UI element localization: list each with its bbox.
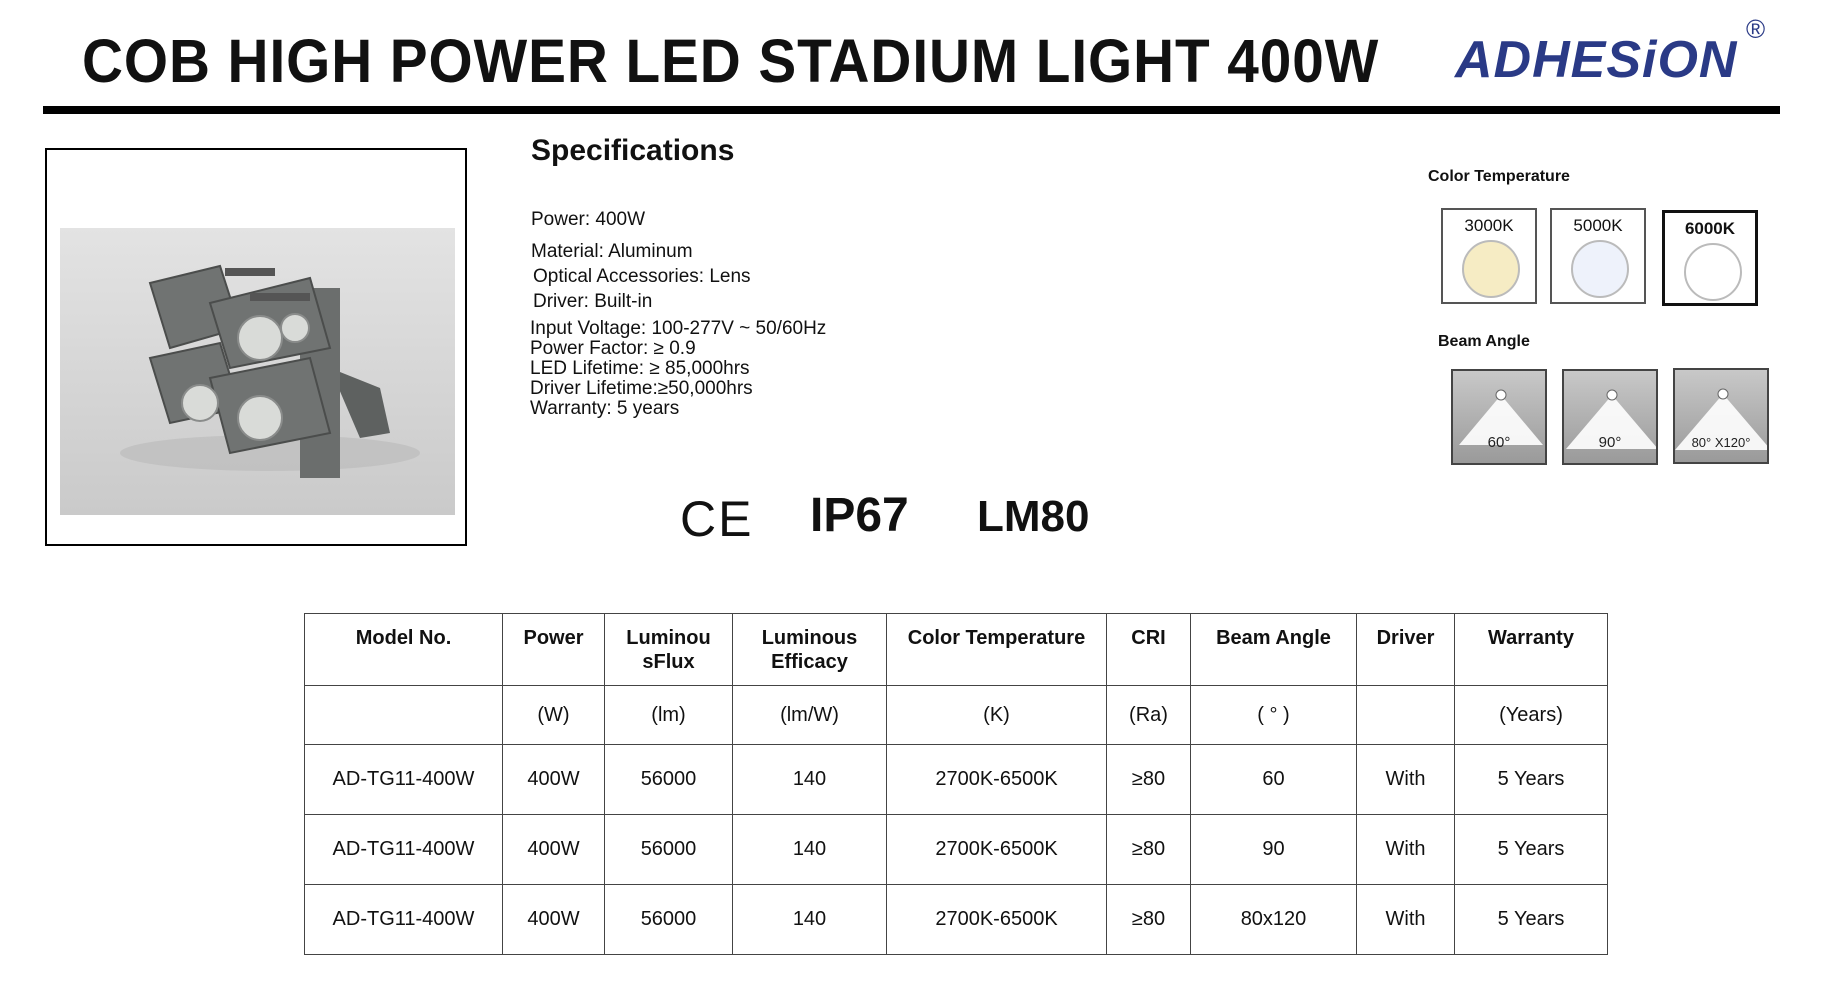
unit-cell: (K) [887,686,1107,745]
cell-model: AD-TG11-400W [305,815,503,885]
table-row [305,885,1608,955]
cell-efficacy: 140 [733,885,887,955]
spec-warranty: Warranty: 5 years [530,398,680,419]
unit-cell: (lm/W) [733,686,887,745]
specifications-heading: Specifications [531,134,735,167]
brand-logo: ADHESiON [1455,31,1738,89]
cell-model: AD-TG11-400W [305,745,503,815]
table-row [305,745,1608,815]
cell-beam-angle: 60 [1191,745,1357,815]
color-temp-option-selected[interactable] [1662,210,1758,306]
color-temp-label: 5000K [1573,216,1623,235]
spec-material: Material: Aluminum [531,241,693,262]
unit-cell [1357,686,1455,745]
cell-beam-angle: 90 [1191,815,1357,885]
header-cell: Color Temperature [887,614,1107,686]
cell-flux: 56000 [605,815,733,885]
cell-cri: ≥80 [1107,745,1191,815]
unit-cell: (lm) [605,686,733,745]
cell-power: 400W [503,885,605,955]
color-swatch-icon [1684,243,1742,301]
unit-cell [305,686,503,745]
product-photo [60,228,455,515]
cell-power: 400W [503,745,605,815]
spec-power-factor: Power Factor: ≥ 0.9 [530,338,696,359]
cell-driver: With [1357,745,1455,815]
spec-optical: Optical Accessories: Lens [533,266,751,287]
header-rule [43,106,1780,114]
cell-color-temp: 2700K-6500K [887,745,1107,815]
color-temp-option[interactable] [1441,208,1537,304]
cell-cri: ≥80 [1107,815,1191,885]
spec-input-voltage: Input Voltage: 100-277V ~ 50/60Hz [530,318,827,339]
beam-angle-option[interactable] [1673,368,1769,464]
cell-beam-angle: 80x120 [1191,885,1357,955]
cell-flux: 56000 [605,745,733,815]
cell-driver: With [1357,815,1455,885]
header-cell: Luminou sFlux [605,614,733,686]
beam-angle-label: 80° X120° [1691,435,1751,450]
unit-cell: ( ° ) [1191,686,1357,745]
lm80-mark: LM80 [977,492,1090,541]
beam-angle-option[interactable] [1451,369,1547,465]
cell-flux: 56000 [605,885,733,955]
header-cell: Driver [1357,614,1455,686]
beam-angle-label: 60° [1487,434,1511,451]
cell-warranty: 5 Years [1455,815,1608,885]
model-spec-table [304,613,1608,955]
spec-driver-lifetime: Driver Lifetime:≥50,000hrs [530,378,753,399]
color-temperature-heading: Color Temperature [1428,168,1570,185]
header-cell: Warranty [1455,614,1608,686]
header-cell: Luminous Efficacy [733,614,887,686]
spec-power: Power: 400W [531,209,646,230]
cell-color-temp: 2700K-6500K [887,885,1107,955]
beam-angle-option[interactable] [1562,369,1658,465]
cell-warranty: 5 Years [1455,885,1608,955]
header-cell: CRI [1107,614,1191,686]
header-cell: Model No. [305,614,503,686]
color-temp-label: 3000K [1464,216,1514,235]
unit-cell: (Years) [1455,686,1608,745]
cell-driver: With [1357,885,1455,955]
page-title: COB HIGH POWER LED STADIUM LIGHT 400W [82,27,1380,95]
unit-cell: (Ra) [1107,686,1191,745]
cell-power: 400W [503,815,605,885]
table-units-row [305,686,1608,745]
color-temp-label: 6000K [1684,219,1736,238]
cell-efficacy: 140 [733,815,887,885]
cell-warranty: 5 Years [1455,745,1608,815]
cell-cri: ≥80 [1107,885,1191,955]
spec-led-lifetime: LED Lifetime: ≥ 85,000hrs [530,358,750,379]
color-swatch-icon [1462,240,1520,298]
cell-model: AD-TG11-400W [305,885,503,955]
spec-driver: Driver: Built-in [533,291,653,312]
ip67-mark: IP67 [810,489,909,542]
beam-angle-label: 90° [1598,434,1622,451]
table-header-row [305,614,1608,686]
registered-mark: ® [1746,14,1766,44]
header-cell: Power [503,614,605,686]
cell-color-temp: 2700K-6500K [887,815,1107,885]
color-swatch-icon [1571,240,1629,298]
ce-mark: CE [680,491,754,547]
header-cell: Beam Angle [1191,614,1357,686]
unit-cell: (W) [503,686,605,745]
beam-angle-heading: Beam Angle [1438,333,1530,350]
cell-efficacy: 140 [733,745,887,815]
table-row [305,815,1608,885]
color-temp-option[interactable] [1550,208,1646,304]
